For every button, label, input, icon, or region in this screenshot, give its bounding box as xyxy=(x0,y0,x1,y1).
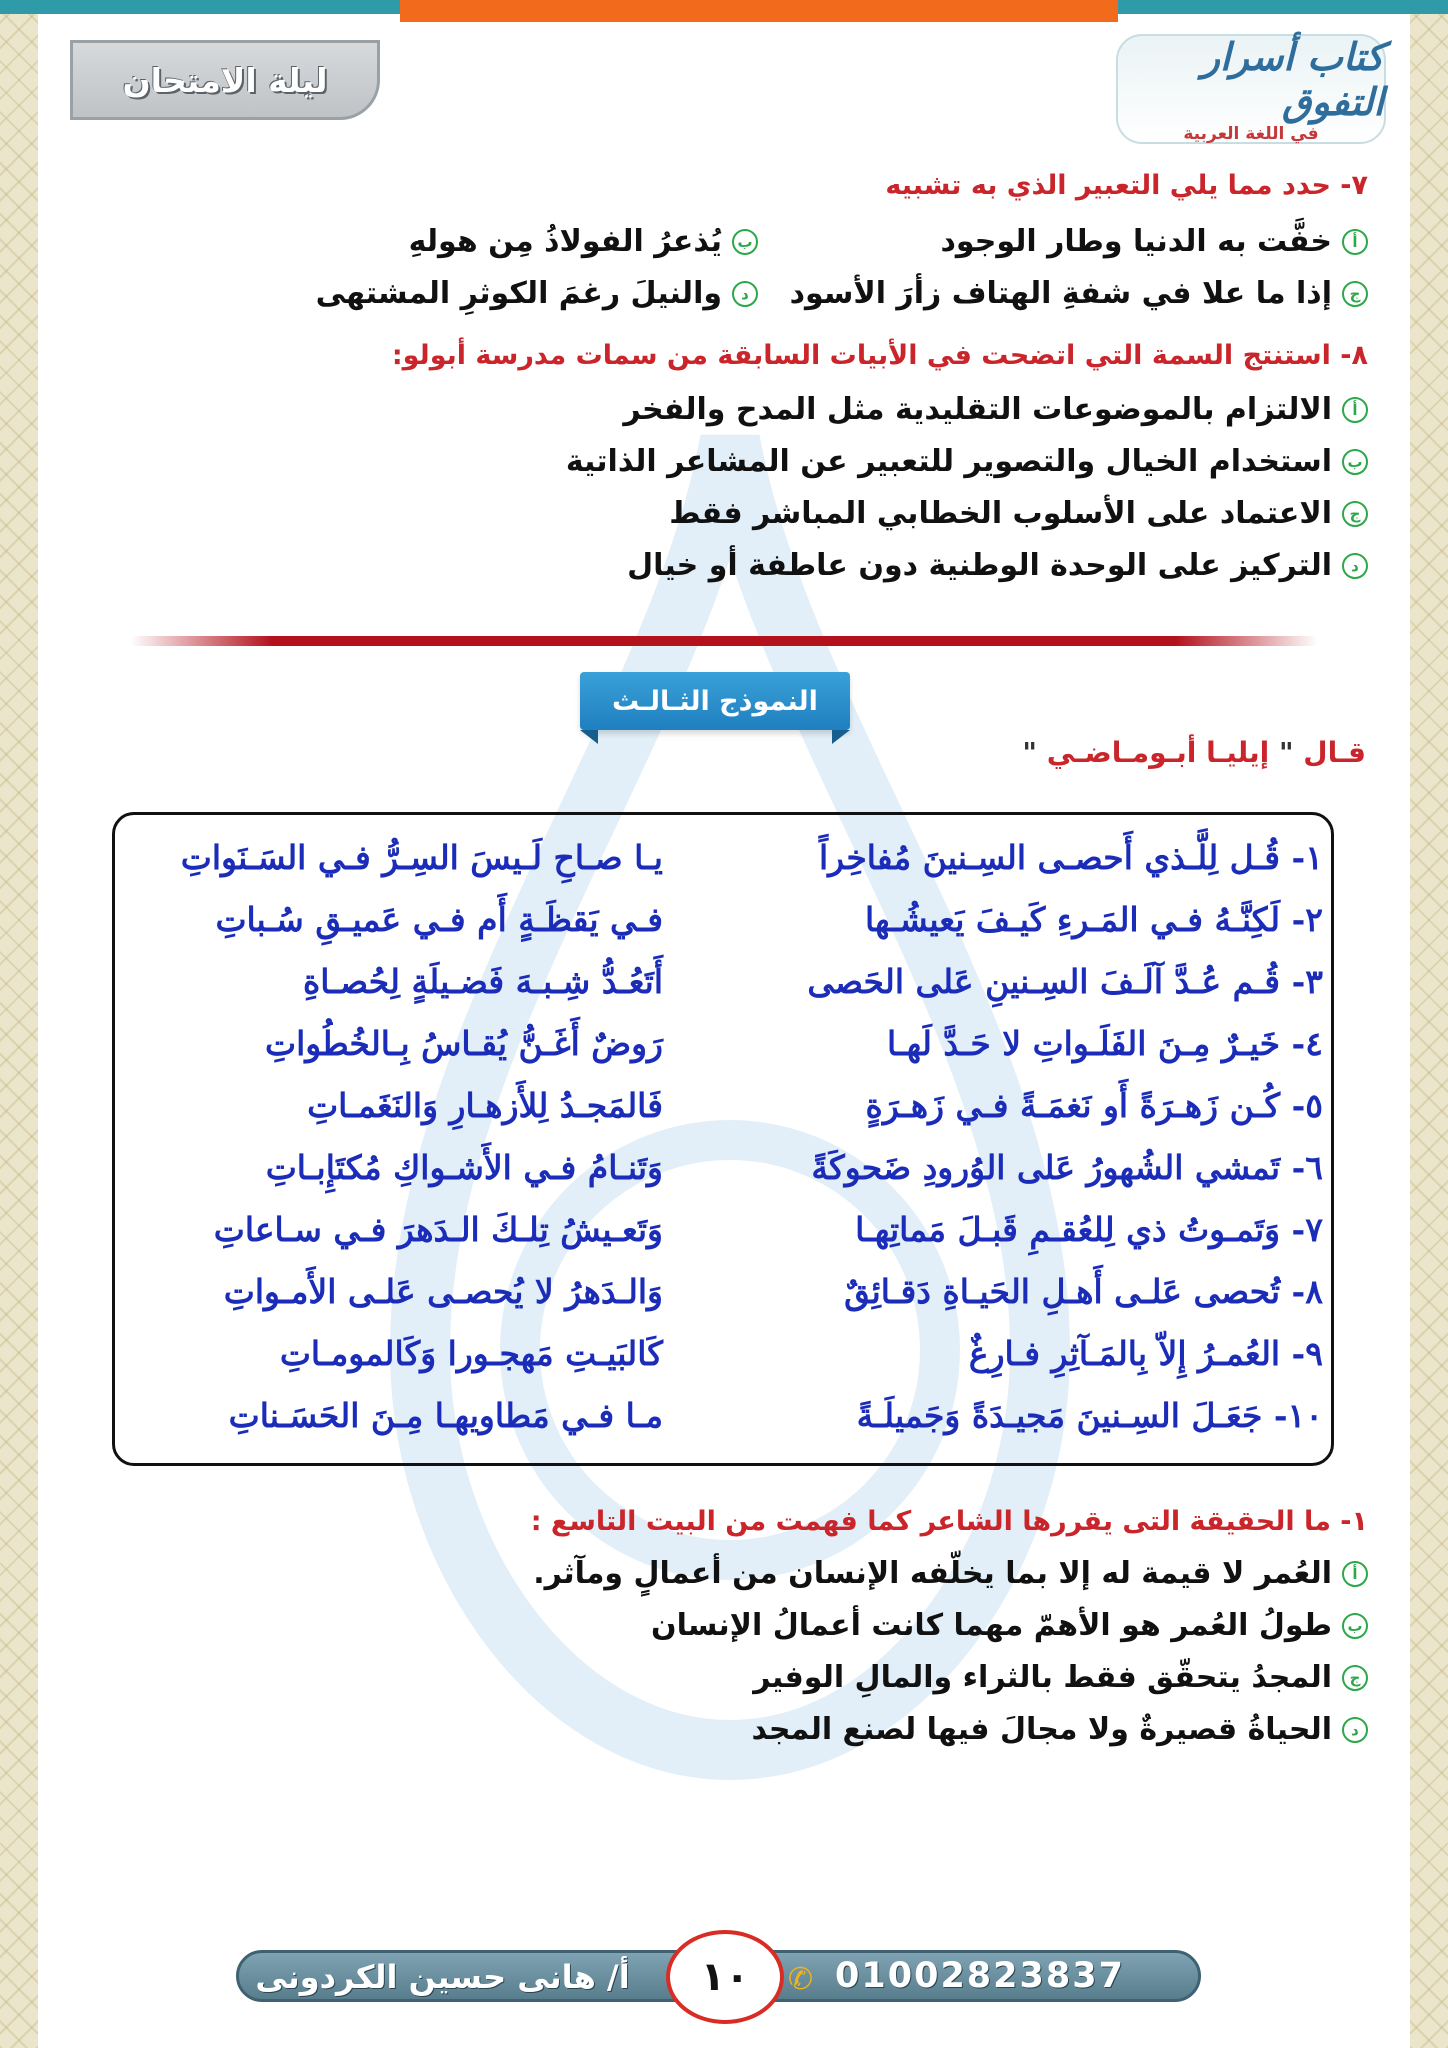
verse-9-second-hemistich: كَالبَيـتِ مَهجـورا وَكَالمومـاتِ xyxy=(279,1334,663,1373)
question-1-title: ١- ما الحقيقة التى يقررها الشاعر كما فهمت من البيت التاسع : xyxy=(530,1506,1368,1537)
question-8-option-b[interactable] xyxy=(566,444,1368,479)
question-8-option-a[interactable] xyxy=(623,392,1368,427)
option-badge: ج xyxy=(1342,501,1368,527)
header-tab-title: ليلة الامتحان xyxy=(122,60,328,100)
option-text: استخدام الخيال والتصوير للتعبير عن المشاعر الذاتية xyxy=(565,444,1332,479)
option-badge: ج xyxy=(1342,281,1368,307)
verse-5-second-hemistich: فَالمَجـدُ لِلأَزهـارِ وَالنَغَمـاتِ xyxy=(307,1086,663,1125)
phone-icon: ✆ xyxy=(788,1962,814,1997)
verse-9-first-hemistich: ٩- العُمـرُ إِلاّ بِالمَـآثِرِ فـارِغٌ xyxy=(968,1334,1323,1373)
logo-main-text: كتاب أسرار التفوق xyxy=(1201,34,1384,124)
section-ribbon-label: النموذج الثـالـث xyxy=(612,685,818,717)
option-text: المجدُ يتحقّق فقط بالثراء والمالِ الوفير xyxy=(753,1660,1332,1695)
verse-2-second-hemistich: فـي يَقظَـةٍ أَم فـي عَميـقِ سُـباتِ xyxy=(215,900,663,939)
verse-4-first-hemistich: ٤- خَيـرٌ مِـنَ الفَلَـواتِ لا حَـدَّ لَهـا xyxy=(886,1024,1323,1063)
poet-name: إيليـا أبـومـاضـي xyxy=(1046,736,1270,769)
option-text: إذا ما علا في شفةِ الهتاف زأرَ الأسود xyxy=(789,276,1332,311)
option-badge: أ xyxy=(1342,397,1368,423)
question-8-option-c[interactable] xyxy=(669,496,1368,531)
option-badge: د xyxy=(1342,553,1368,579)
verse-4-second-hemistich: رَوضٌ أَغَـنُّ يُقـاسُ بِـالخُطُواتِ xyxy=(265,1024,663,1063)
question-8-title: ٨- استنتج السمة التي اتضحت في الأبيات السابقة من سمات مدرسة أبولو: xyxy=(391,340,1368,371)
option-text: الالتزام بالموضوعات التقليدية مثل المدح والفخر xyxy=(623,392,1332,427)
footer-author: أ/ هانى حسين الكردونى xyxy=(255,1958,630,1996)
poet-attribution: قـال " إيليـا أبـومـاضـي " xyxy=(1022,736,1366,769)
top-accent-bar-left xyxy=(0,0,400,14)
verse-1-second-hemistich: يـا صـاحِ لَـيسَ السِـرُّ فـي السَـنَواتِ xyxy=(180,838,663,877)
option-badge: أ xyxy=(1342,1561,1368,1587)
question-1-option-d[interactable] xyxy=(752,1712,1369,1747)
option-text: الاعتماد على الأسلوب الخطابي المباشر فقط xyxy=(669,496,1332,531)
verse-8-first-hemistich: ٨- تُحصى عَلـى أَهـلِ الحَيـاةِ دَقـائِقٌ xyxy=(844,1272,1323,1311)
top-accent-bar-center xyxy=(400,0,1118,22)
question-7-title: ٧- حدد مما يلي التعبير الذي به تشبيه xyxy=(885,170,1368,201)
question-7-option-c[interactable] xyxy=(790,276,1368,311)
verse-10-second-hemistich: مـا فـي مَطاويهـا مِـنَ الحَسَـناتِ xyxy=(228,1396,663,1435)
verse-8-second-hemistich: وَالـدَهرُ لا يُحصـى عَلـى الأَمـواتِ xyxy=(223,1272,663,1311)
question-1-option-a[interactable] xyxy=(533,1556,1368,1591)
option-text: الحياةُ قصيرةٌ ولا مجالَ فيها لصنع المجد xyxy=(751,1712,1332,1747)
option-badge: ب xyxy=(732,229,758,255)
option-text: طولُ العُمر هو الأهمّ مهما كانت أعمالُ الإنسان xyxy=(651,1608,1332,1643)
section-ribbon xyxy=(580,672,850,730)
verse-6-first-hemistich: ٦- تَمشي الشُهورُ عَلى الوُرودِ ضَحوكَةً xyxy=(811,1148,1323,1187)
question-8-option-d[interactable] xyxy=(627,548,1368,583)
question-7-option-d[interactable] xyxy=(316,276,758,311)
option-text: العُمر لا قيمة له إلا بما يخلّفه الإنسان من أعمالٍ ومآثر. xyxy=(533,1556,1332,1591)
option-badge: أ xyxy=(1342,229,1368,255)
header-tab xyxy=(70,40,380,120)
option-text: يُذعرُ الفولاذُ مِن هولهِ xyxy=(408,224,722,259)
section-divider xyxy=(130,636,1318,646)
verse-7-first-hemistich: ٧- وَتَمـوتُ ذي لِلعُقـمِ قَبـلَ مَماتِهـا xyxy=(855,1210,1323,1249)
page-number: ١٠ xyxy=(700,1954,750,2000)
option-text: التركيز على الوحدة الوطنية دون عاطفة أو خيال xyxy=(627,548,1332,583)
option-badge: ب xyxy=(1342,449,1368,475)
decorative-border-left xyxy=(0,0,38,2048)
footer-phone-number[interactable]: 01002823837 xyxy=(835,1956,1125,1996)
question-7-option-b[interactable] xyxy=(409,224,758,259)
option-badge: د xyxy=(732,281,758,307)
option-text: والنيلَ رغمَ الكوثرِ المشتهى xyxy=(315,276,722,311)
top-accent-bar-right xyxy=(1118,0,1448,14)
verse-7-second-hemistich: وَتَعـيشُ تِلـكَ الـدَهرَ فـي سـاعاتِ xyxy=(213,1210,663,1249)
question-1-option-b[interactable] xyxy=(651,1608,1368,1643)
verse-3-first-hemistich: ٣- قُـم عُـدَّ آلَـفَ السِـنينِ عَلى الحَصى xyxy=(807,962,1323,1001)
option-badge: د xyxy=(1342,1717,1368,1743)
decorative-border-right xyxy=(1410,0,1448,2048)
option-badge: ج xyxy=(1342,1665,1368,1691)
verse-10-first-hemistich: ١٠- جَعَـلَ السِـنينَ مَجيـدَةً وَجَميلَـةً xyxy=(856,1396,1323,1435)
book-logo xyxy=(1116,34,1386,144)
verse-3-second-hemistich: أَتَعُـدُّ شِـبـهَ فَضـيلَةٍ لِحُصـاةِ xyxy=(303,962,663,1001)
verse-1-first-hemistich: ١- قُـل لِلَّـذي أَحصـى السِـنينَ مُفاخِراً xyxy=(818,838,1323,877)
option-badge: ب xyxy=(1342,1613,1368,1639)
verse-2-first-hemistich: ٢- لَكِنَّـهُ فـي المَـرءِ كَيـفَ يَعيشُـها xyxy=(864,900,1323,939)
question-1-option-c[interactable] xyxy=(753,1660,1368,1695)
poet-prefix: قـال xyxy=(1303,736,1366,769)
verse-5-first-hemistich: ٥- كُـن زَهـرَةً أَو نَغمَـةً فـي زَهـرَةٍ xyxy=(865,1086,1323,1125)
question-7-option-a[interactable] xyxy=(941,224,1368,259)
page-number-badge xyxy=(666,1930,784,2024)
verse-6-second-hemistich: وَتَنـامُ فـي الأَشـواكِ مُكتَإِبـاتِ xyxy=(265,1148,663,1187)
logo-sub-text: في اللغة العربية xyxy=(1183,124,1319,144)
option-text: خفَّت به الدنيا وطار الوجود xyxy=(940,224,1332,259)
